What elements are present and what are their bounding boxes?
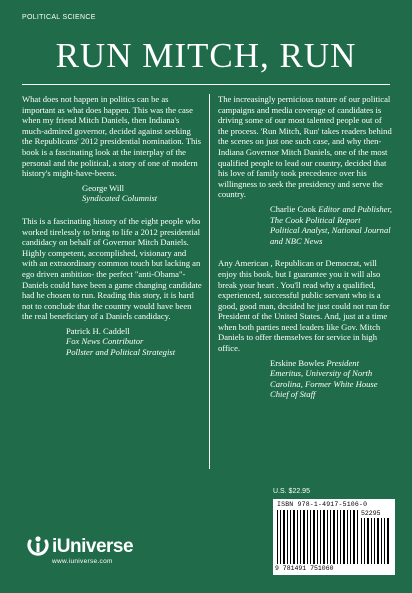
left-column bbox=[22, 94, 202, 370]
book-title: RUN MITCH, RUN bbox=[55, 36, 357, 75]
addon-barcode-icon bbox=[361, 518, 391, 564]
blurb-author-role: Pollster and Political Strategist bbox=[66, 347, 176, 358]
publisher-logo bbox=[26, 535, 133, 559]
blurb-author-role: Political Analyst, National Journal and NBC News bbox=[270, 225, 391, 246]
column-divider bbox=[209, 94, 210, 469]
blurb-quote: Any American , Republican or Democrat, will enjoy this book, but I guarantee you it will also break your heart . You'll read why a qualified, experienced, successful public servant who is a good, good man, decided he just could not run for President of the United States. And, just at a time when both parties need leaders like Gov. Mitch Daniels to offer themselves for service in high office. bbox=[218, 258, 390, 354]
category-label: POLITICAL SCIENCE bbox=[22, 14, 96, 21]
blurb-author: George Will bbox=[82, 182, 125, 193]
isbn-number: ISBN 978-1-4917-5106-0 bbox=[277, 501, 368, 508]
blurb-author-role: Editor and Publisher, The Cook Political Report bbox=[270, 203, 392, 225]
blurb-quote: This is a fascinating history of the eight people who worked tirelessly to bring to life a 2012 presidential candidacy on behalf of Governor Mitch Daniels. Highly competent, accomplished, visionary and with an extraordinary common touch but lacking an ego driven ambition- the perfect "anti-Obama"- Daniels could have been a game changing candidate had he chosen to run. Reading this story, it is hard not to conclude that the country would have been the real beneficiary of a Daniels candidacy. bbox=[22, 215, 202, 322]
title-divider bbox=[22, 84, 390, 85]
blurb-attribution bbox=[82, 183, 202, 204]
blurb-quote: What does not happen in politics can be as important as what does happen. This was the case when my friend Mitch Daniels, then Indiana's much-admired governor, decided against seeking the Republicans' 2012 presidential nomination. This book is a fascinating look at the interplay of the personal and the political, a story of one of modern history's might-have-beens. bbox=[22, 94, 201, 179]
blurb-author-role: Fox News Contributor bbox=[66, 336, 144, 347]
blurb-author-role: President Emeritus, University of North Carolina, Former White House Chief of Staff bbox=[270, 357, 378, 400]
publisher-url: www.iuniverse.com bbox=[52, 558, 113, 565]
barcode bbox=[273, 499, 395, 575]
ean-digits: 9 781491 751060 bbox=[275, 565, 334, 572]
right-column bbox=[218, 94, 393, 412]
publisher-name: iUniverse bbox=[52, 536, 134, 557]
blurb-attribution bbox=[270, 358, 393, 400]
blurb-quote: The increasingly pernicious nature of our political campaigns and media coverage of candidates is driving some of our most talented people out of the process. 'Run Mitch, Run' takes readers behind the scenes on just one such case, and why then-Indiana Governor Mitch Daniels, one of the most qualified people to lead our country, decided that his love of family took precedence over his willingness to seek the presidency and serve the country. bbox=[218, 94, 392, 200]
addon-code: 52295 bbox=[361, 510, 381, 517]
blurb-attribution bbox=[66, 326, 202, 358]
blurb-author: Charlie Cook bbox=[270, 203, 317, 214]
ean-barcode-icon bbox=[277, 510, 359, 564]
blurb-author-role: Syndicated Columnist bbox=[82, 193, 158, 204]
blurb-author: Patrick H. Caddell bbox=[66, 325, 130, 336]
iuniverse-logo-icon bbox=[26, 535, 50, 559]
price-label: U.S. $22.95 bbox=[273, 488, 310, 495]
blurb-attribution bbox=[270, 204, 393, 246]
blurb-author: Erskine Bowles bbox=[270, 357, 325, 368]
